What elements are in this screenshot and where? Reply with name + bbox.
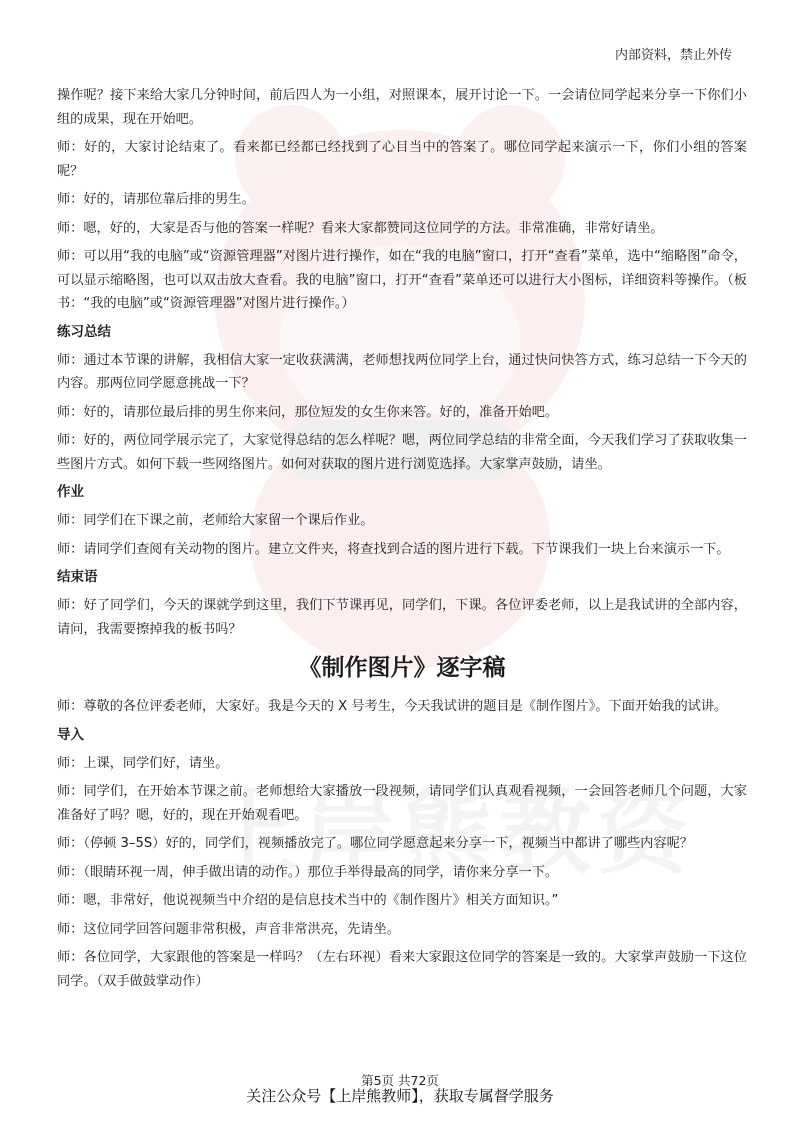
paragraph: 师：请同学们查阅有关动物的图片。建立文件夹，将查找到合适的图片进行下载。下节课我们一块上台来演示一下。 xyxy=(57,541,730,557)
paragraph: 师：好的，请那位最后排的男生你来问，那位短发的女生你来答。好的，准备开始吧。 xyxy=(57,404,559,420)
paragraph: 师：好了同学们，今天的课就学到这里，我们下节课再见，同学们，下课。各位评委老师，以上是我试讲的全部内容，请问，我需要擦掉我的板书吗？ xyxy=(57,598,747,637)
paragraph: 师：（眼睛环视一周，伸手做出请的动作。）那位手举得最高的同学，请你来分享一下。 xyxy=(57,864,559,880)
paragraph: 师：可以用“我的电脑”或“资源管理器”对图片进行操作，如在“我的电脑”窗口，打开“查看”菜单，选中“缩略图”命令，可以显示缩略图，也可以双击放大查看。我的电脑”窗口，打开“查看”菜单还可以进行大小图标，详细资料等操作。（板书：“我的电脑”或“资源管理器”对图片进行操作。） xyxy=(57,249,747,311)
paragraph: 师：上课，同学们好，请坐。 xyxy=(57,755,229,771)
document-body xyxy=(57,84,747,998)
paragraph: 师：好的，大家讨论结束了。看来都已经都已经找到了心目当中的答案了。哪位同学起来演示一下，你们小组的答案呢？ xyxy=(57,140,747,179)
paragraph: 操作呢？接下来给大家几分钟时间，前后四人为一小组，对照课本，展开讨论一下。一会请位同学起来分享一下你们小组的成果，现在开始吧。 xyxy=(57,88,747,127)
section-heading-practice: 练习总结 xyxy=(57,323,111,340)
paragraph: 师：通过本节课的讲解，我相信大家一定收获满满，老师想找两位同学上台，通过快问快答方式，练习总结一下今天的内容。那两位同学愿意挑战一下？ xyxy=(57,352,747,391)
paragraph: 师：好的，两位同学展示完了，大家觉得总结的怎么样呢？嗯，两位同学总结的非常全面，今天我们学习了获取收集一些图片方式。如何下载一些网络图片。如何对获取的图片进行浏览选择。大家掌声鼓励，请坐。 xyxy=(57,433,747,472)
confidential-note: 内部资料，禁止外传 xyxy=(614,48,732,63)
page-number: 第5页 共72页 xyxy=(361,1073,439,1088)
footer-promo-text: 关注公众号【上岸熊教师】，获取专属督学服务 xyxy=(246,1087,554,1105)
document-title: 《制作图片》逐字稿 xyxy=(298,655,506,681)
paragraph: 师：尊敬的各位评委老师，大家好。我是今天的 X 号考生，今天我试讲的题目是《制作图片》。下面开始我的试讲。 xyxy=(57,699,728,714)
section-heading-lead-in: 导入 xyxy=(57,726,84,743)
paragraph: 师：同学们，在开始本节课之前。老师想给大家播放一段视频，请同学们认真观看视频，一会回答老师几个问题，大家准备好了吗？嗯，好的，现在开始观看吧。 xyxy=(57,784,747,823)
paragraph: 师：同学们在下课之前，老师给大家留一个课后作业。 xyxy=(57,513,374,528)
paragraph: 师：嗯，非常好，他说视频当中介绍的是信息技术当中的《制作图片》相关方面知识。” xyxy=(57,893,559,908)
section-heading-closing: 结束语 xyxy=(57,569,98,585)
paragraph: 师：这位同学回答问题非常积极，声音非常洪亮，先请坐。 xyxy=(57,921,400,937)
section-heading-homework: 作业 xyxy=(57,484,84,500)
paragraph: 师：好的，请那位靠后排的男生。 xyxy=(57,192,255,207)
paragraph: 师：嗯，好的，大家是否与他的答案一样呢？看来大家都赞同这位同学的方法。非常准确，非常好请坐。 xyxy=(57,220,664,236)
paragraph: 师：（停顿 3–5S）好的，同学们，视频播放完了。哪位同学愿意起来分享一下，视频当中都讲了哪些内容呢？ xyxy=(57,836,693,851)
paragraph: 师：各位同学，大家跟他的答案是一样吗？（左右环视）看来大家跟这位同学的答案是一致的。大家掌声鼓励一下这位同学。（双手做鼓掌动作） xyxy=(57,950,747,989)
